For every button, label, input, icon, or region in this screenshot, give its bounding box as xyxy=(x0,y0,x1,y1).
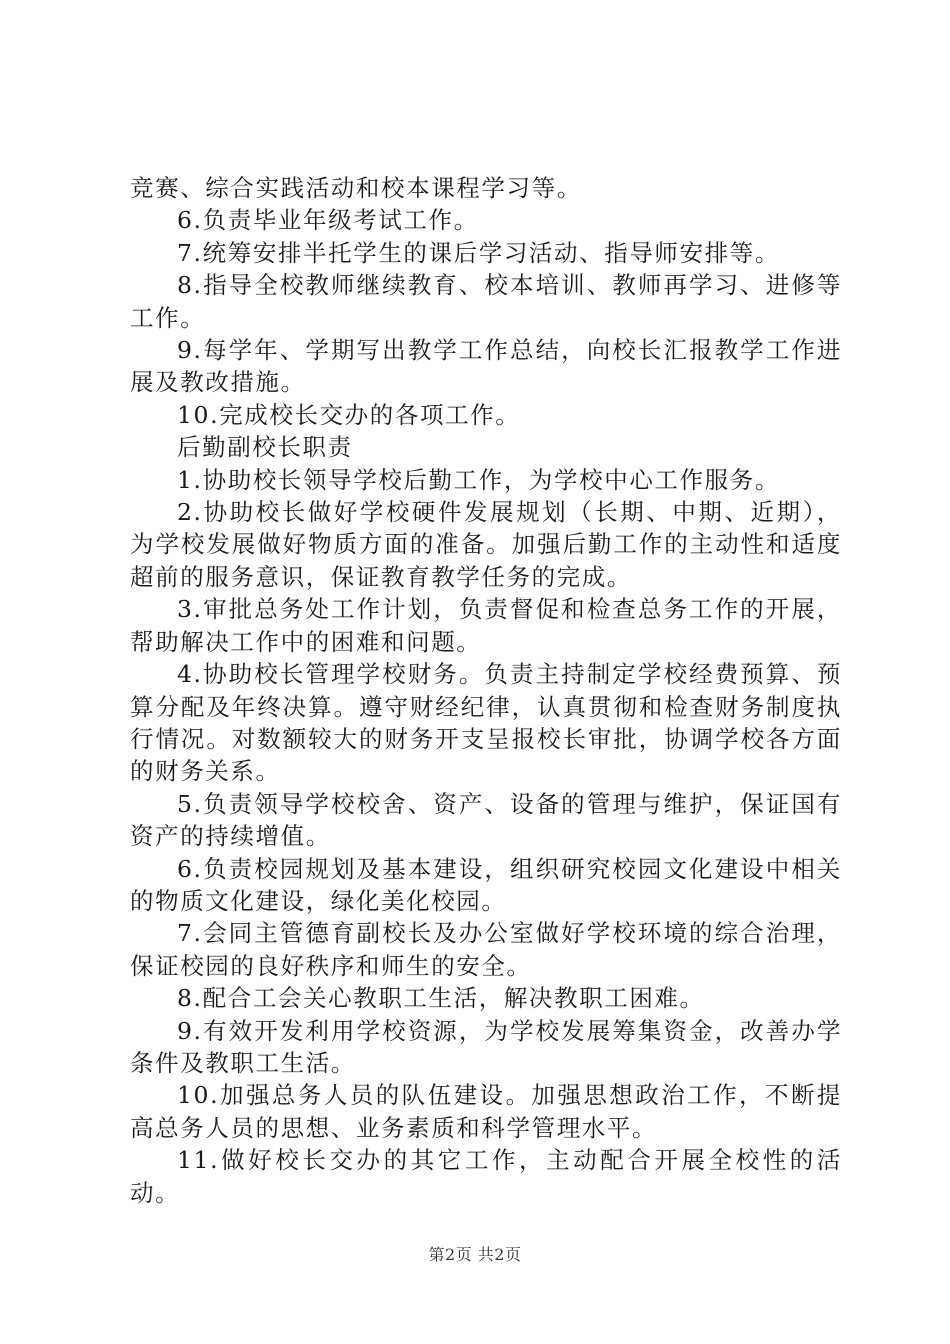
paragraph-logistics-2: 2.协助校长做好学校硬件发展规划（长期、中期、近期），为学校发展做好物质方面的准备。加强后勤工作的主动性和适度超前的服务意识，保证教育教学任务的完成。 xyxy=(130,498,842,591)
paragraph-logistics-3: 3.审批总务处工作计划，负责督促和检查总务工作的开展，帮助解决工作中的困难和问题。 xyxy=(130,595,842,656)
paragraph-item-7: 7.统筹安排半托学生的课后学习活动、指导师安排等。 xyxy=(177,238,780,267)
paragraph-logistics-7: 7.会同主管德育副校长及办公室做好学校环境的综合治理，保证校园的良好秩序和师生的安全。 xyxy=(130,919,842,980)
paragraph-item-6: 6.负责毕业年级考试工作。 xyxy=(177,206,479,235)
paragraph-logistics-8: 8.配合工会关心教职工生活，解决教职工困难。 xyxy=(177,984,705,1013)
section-heading: 后勤副校长职责 xyxy=(177,433,353,462)
paragraph-logistics-5: 5.负责领导学校校舍、资产、设备的管理与维护，保证国有资产的持续增值。 xyxy=(130,789,842,851)
paragraph-item-9: 9.每学年、学期写出教学工作总结，向校长汇报教学工作进展及教改措施。 xyxy=(130,336,842,397)
paragraph-item-8: 8.指导全校教师继续教育、校本培训、教师再学习、进修等工作。 xyxy=(130,271,842,332)
paragraph-continuation: 竞赛、综合实践活动和校本课程学习等。 xyxy=(130,174,582,202)
paragraph-logistics-6: 6.负责校园规划及基本建设，组织研究校园文化建设中相关的物质文化建设，绿化美化校园。 xyxy=(130,854,842,915)
paragraph-logistics-1: 1.协助校长领导学校后勤工作，为学校中心工作服务。 xyxy=(177,465,780,494)
paragraph-logistics-11: 11.做好校长交办的其它工作，主动配合开展全校性的活动。 xyxy=(130,1146,842,1207)
paragraph-item-10: 10.完成校长交办的各项工作。 xyxy=(177,400,521,429)
paragraph-logistics-4: 4.协助校长管理学校财务。负责主持制定学校经费预算、预算分配及年终决算。遵守财经纪律，认真贯彻和检查财务制度执行情况。对数额较大的财务开支呈报校长审批，协调学校各方面的财务关系。 xyxy=(130,660,842,786)
document-body xyxy=(130,172,842,1209)
paragraph-logistics-9: 9.有效开发利用学校资源，为学校发展筹集资金，改善办学条件及教职工生活。 xyxy=(130,1016,842,1077)
paragraph-logistics-10: 10.加强总务人员的队伍建设。加强思想政治工作，不断提高总务人员的思想、业务素质和科学管理水平。 xyxy=(130,1081,842,1142)
page-number-footer: 第2页 共2页 xyxy=(428,1245,522,1264)
